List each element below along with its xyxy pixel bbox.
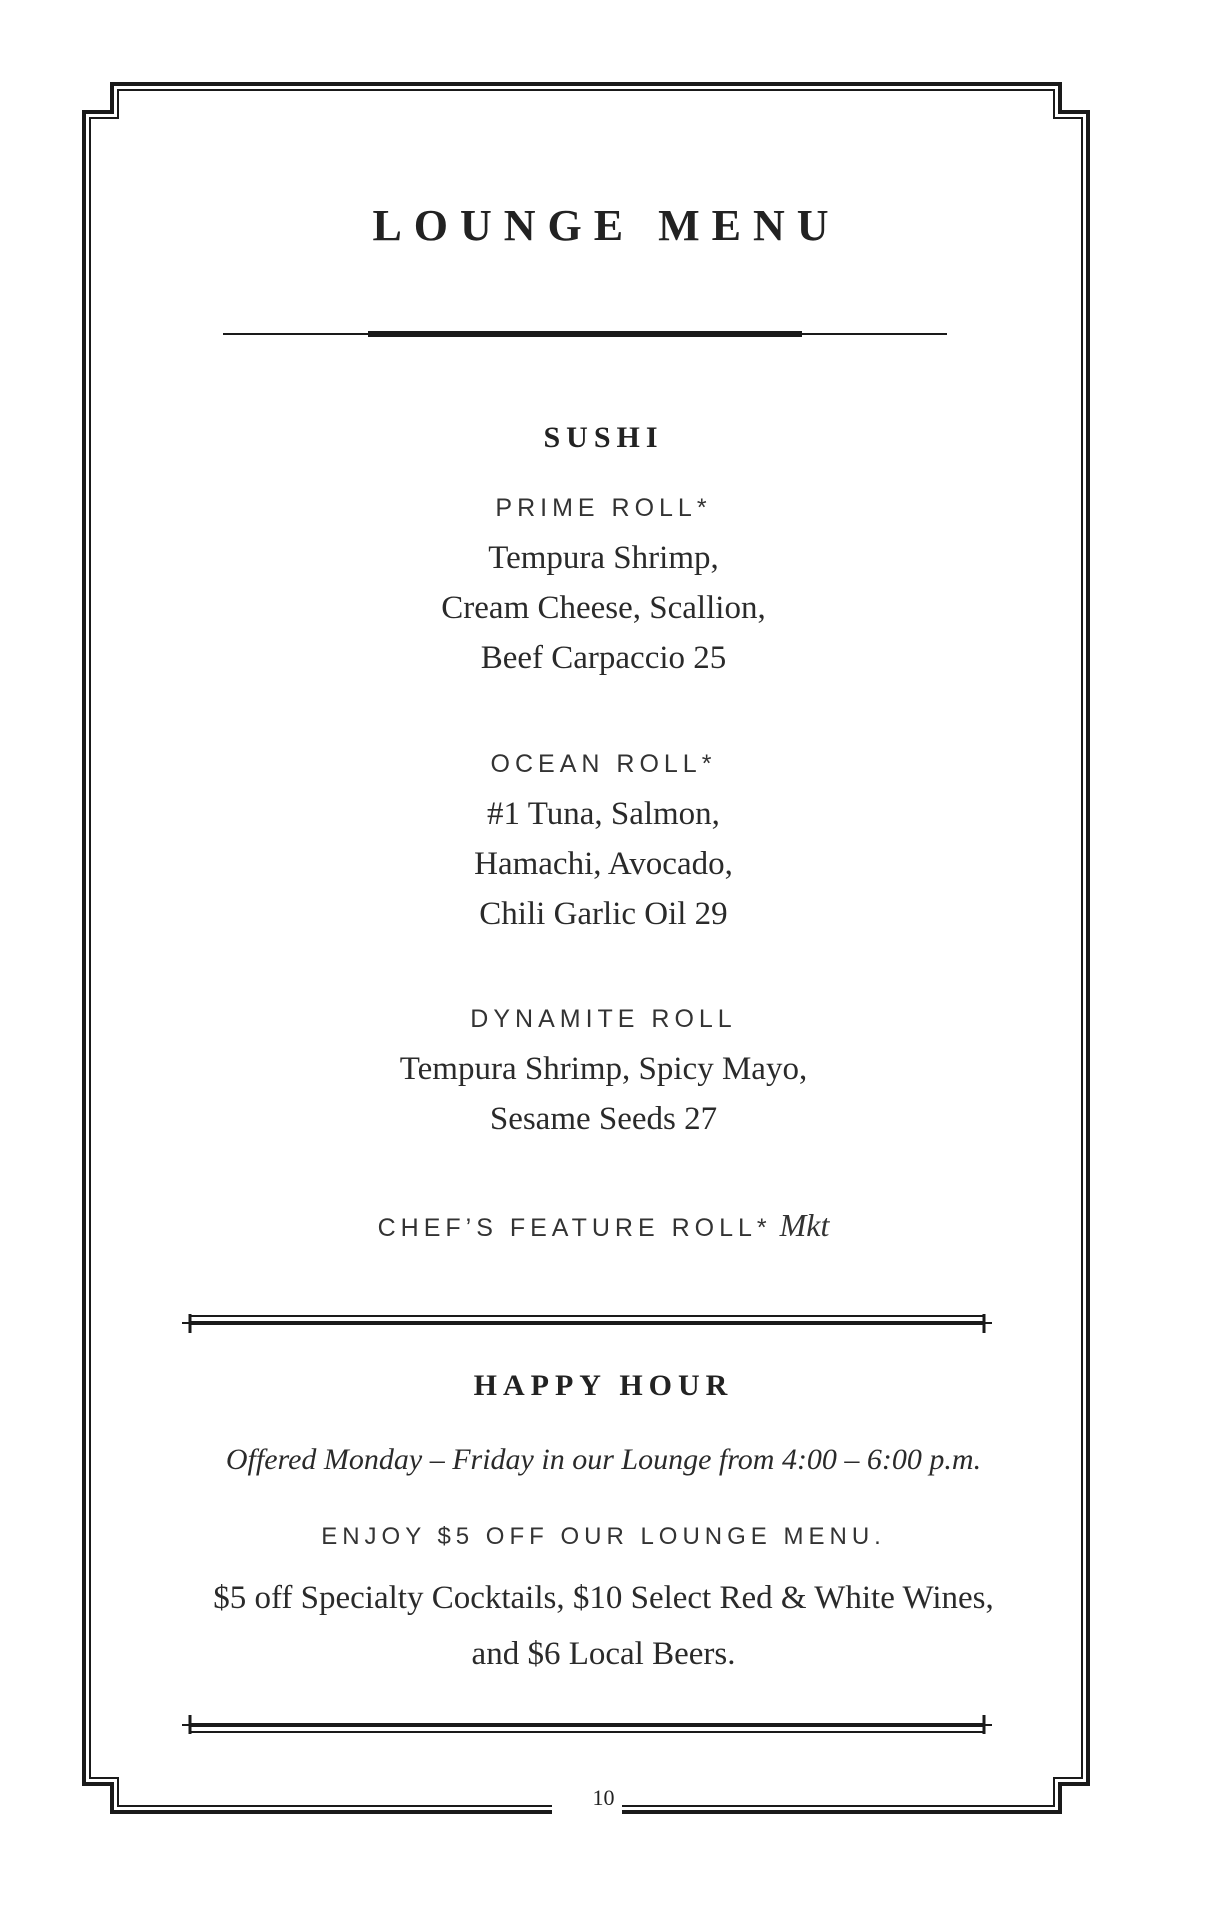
description-line: Tempura Shrimp, <box>488 540 719 576</box>
sushi-heading: SUSHI <box>543 421 664 454</box>
menu-item-description-dynamite-roll <box>0 1044 1207 1144</box>
description-line: #1 Tuna, Salmon, <box>487 796 720 832</box>
description-line: Sesame Seeds 27 <box>489 1101 718 1137</box>
menu-item-name-dynamite-roll: DYNAMITE ROLL <box>470 1005 737 1033</box>
menu-item-name-chefs-feature-roll: CHEF’S FEATURE ROLL* <box>377 1214 772 1242</box>
menu-item-name-ocean-roll: OCEAN ROLL* <box>490 750 717 778</box>
description-line: Cream Cheese, Scallion, <box>441 590 766 626</box>
page-number: 10 <box>592 1785 615 1810</box>
happy-hour-bottom-rule <box>182 1715 992 1734</box>
happy-hour-top-rule <box>182 1314 992 1333</box>
description-line: Beef Carpaccio 25 <box>480 640 727 676</box>
happy-hour-details <box>0 1570 1207 1682</box>
happy-hour-schedule: Offered Monday – Friday in our Lounge from 4:00 – 6:00 p.m. <box>225 1443 982 1476</box>
menu-item-description-ocean-roll <box>0 789 1207 939</box>
description-line: Tempura Shrimp, Spicy Mayo, <box>399 1051 808 1087</box>
menu-item-name-prime-roll: PRIME ROLL* <box>495 494 712 522</box>
menu-item-description-prime-roll <box>0 533 1207 683</box>
page-title: LOUNGE MENU <box>372 201 841 250</box>
description-line: Chili Garlic Oil 29 <box>479 896 728 932</box>
details-line: and $6 Local Beers. <box>471 1636 736 1672</box>
description-line: Hamachi, Avocado, <box>474 846 733 882</box>
menu-item-chefs-feature-roll <box>0 1207 1207 1246</box>
happy-hour-heading: HAPPY HOUR <box>473 1369 734 1402</box>
happy-hour-offer: ENJOY $5 OFF OUR LOUNGE MENU. <box>321 1523 886 1550</box>
details-line: $5 off Specialty Cocktails, $10 Select Red & White Wines, <box>213 1580 994 1616</box>
market-price: Mkt <box>779 1207 830 1243</box>
